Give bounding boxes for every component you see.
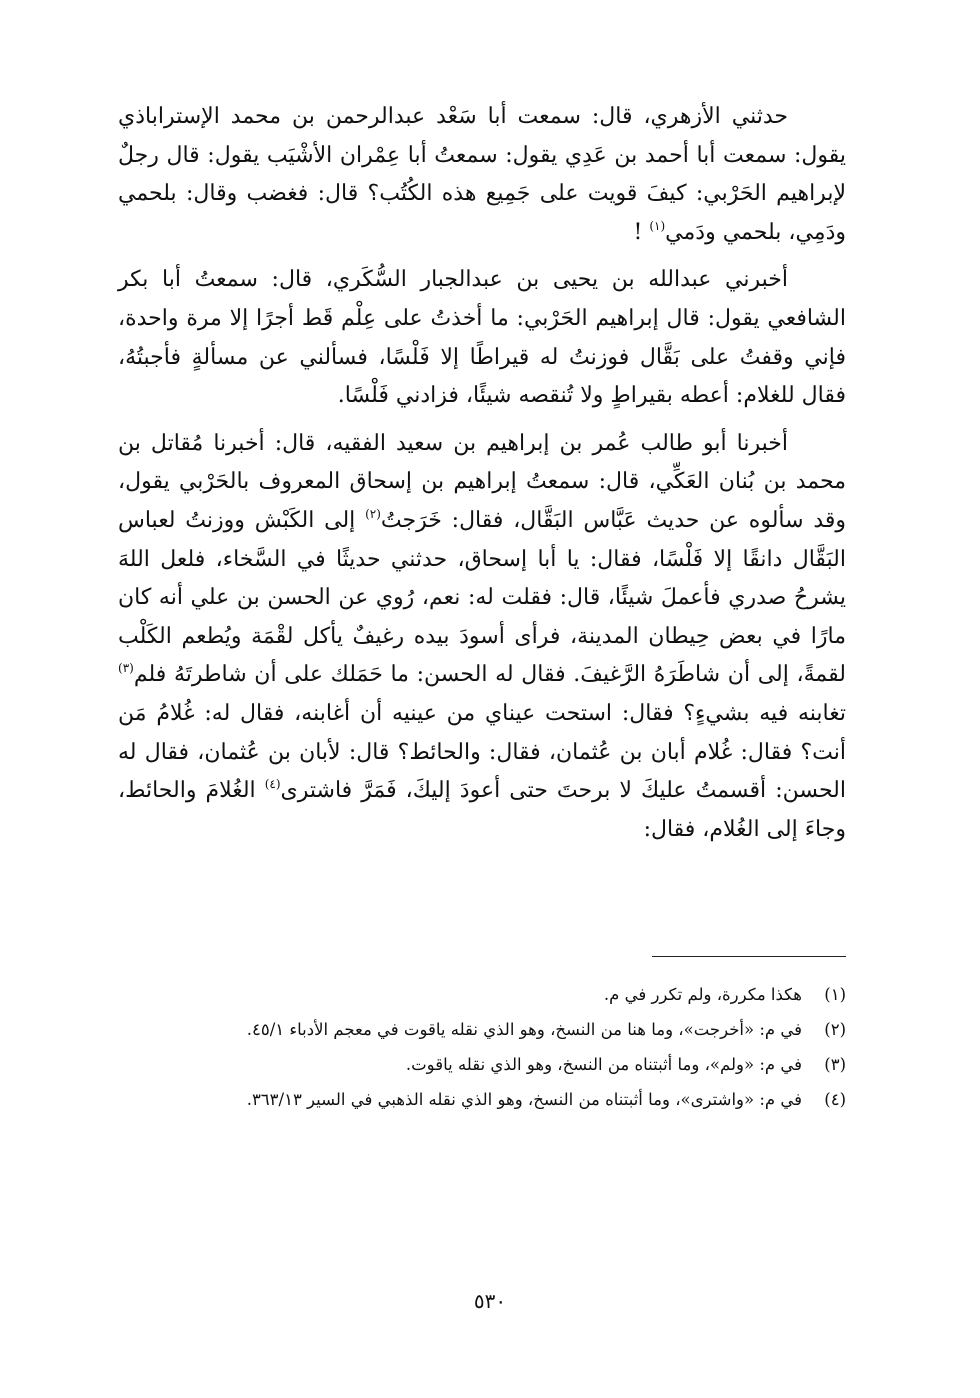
footnote [118, 980, 846, 1009]
main-text [118, 98, 846, 858]
footnote [118, 1050, 846, 1079]
footnote-text: في م: «واشترى»، وما أثبتناه من النسخ، وهو الذي نقله الذهبي في السير ٣٦٣/١٣. [246, 1090, 802, 1109]
footnote [118, 1085, 846, 1114]
footnote-reference: (١) [649, 218, 666, 233]
footnote-reference: (٢) [365, 506, 381, 521]
footnote-text: هكذا مكررة، ولم تكرر في م. [603, 985, 802, 1004]
paragraph [118, 261, 846, 415]
text-run: أخبرنا أبو طالب عُمر بن إبراهيم بن سعيد الفقيه، قال: أخبرنا مُقاتل بن محمد بن بُنان العَكِّي، قال: سمعتُ إبراهيم بن إسحاق المعروف بالحَرْبي يقول، وقد سألوه عن حديث عَبَّاس البَقَّال، فقال: خَرَجتُ [118, 430, 847, 533]
text-run: حدثني الأزهري، قال: سمعت أبا سَعْد عبدالرحمن بن محمد الإستراباذي يقول: سمعت أبا أحمد بن عَدِي يقول: سمعتُ أبا عِمْران الأشْيَب يقول: قال رجلٌ لإبراهيم الحَرْبي: كيفَ قويت على جَمِيع هذه الكُتُب؟ قال: فغضب وقال: بلحمي ودَمِي، بلحمي ودَمي [118, 104, 846, 245]
footnote [118, 1015, 846, 1044]
footnote-text: في م: «ولم»، وما أثبتناه من النسخ، وهو الذي نقله ياقوت. [405, 1055, 802, 1074]
paragraph [118, 425, 846, 850]
text-run: ! [633, 219, 650, 245]
footnote-number: (١) [824, 985, 846, 1004]
text-run: تغابنه فيه بشيءٍ؟ فقال: استحت عيناي من عينيه أن أغابنه، فقال له: غُلامُ مَن أنت؟ فقال: غُلام أبان بن عُثمان، فقال: والحائط؟ قال: لأبان بن عُثمان، فقال له الحسن: أقسمتُ عليكَ لا برحتَ حتى أعودَ إليكَ، فَمَرَّ فاشترى [118, 700, 846, 804]
text-run: إلى الكَبْش ووزنتُ لعباس البَقَّال دانقًا إلا فَلْسًا، فقال: يا أبا إسحاق، حدثني حديثًا في السَّخاء، فلعل اللهَ يشرحُ صدري فأعملَ شيئًا، قال: فقلت له: نعم، رُوي عن الحسن بن علي أنه كان مارًا في بعض حِيطان المدينة، فرأى أسودَ بيده رغيفٌ يأكل لقْمَة ويُطعم الكَلْب لقمةً، إلى أن شاطَرَهُ الرَّغيفَ. فقال له الحسن: ما حَمَلك على أن شاطرتَهُ فلم [118, 507, 846, 688]
footnote-reference: (٣) [118, 661, 134, 676]
text-run: أخبرني عبدالله بن يحيى بن عبدالجبار السُّكَري، قال: سمعتُ أبا بكر الشافعي يقول: قال إبراهيم الحَرْبي: ما أخذتُ على عِلْم قَط أجرًا إلا مرة واحدة، فإني وقفتُ على بَقَّال فوزنتُ له قيراطًا إلا فَلْسًا، فسألني عن مسألةٍ فأجبتُهُ، فقال للغلام: أعطه بقيراطٍ ولا تُنقصه شيئًا، فزادني فَلْسًا. [118, 267, 846, 409]
page-number: ٥٣٠ [473, 1289, 507, 1313]
footnote-number: (٣) [824, 1055, 846, 1074]
footnotes [118, 980, 846, 1120]
footnote-text: في م: «أخرجت»، وما هنا من النسخ، وهو الذي نقله ياقوت في معجم الأدباء ٤٥/١. [246, 1020, 802, 1039]
text-run: الغُلامَ والحائط، وجاءَ إلى الغُلام، فقال: [118, 778, 846, 842]
footnote-reference: (٤) [264, 777, 281, 792]
paragraph [118, 98, 846, 252]
footnote-divider [652, 956, 846, 957]
footnote-number: (٢) [824, 1020, 846, 1039]
footnote-number: (٤) [824, 1090, 846, 1109]
